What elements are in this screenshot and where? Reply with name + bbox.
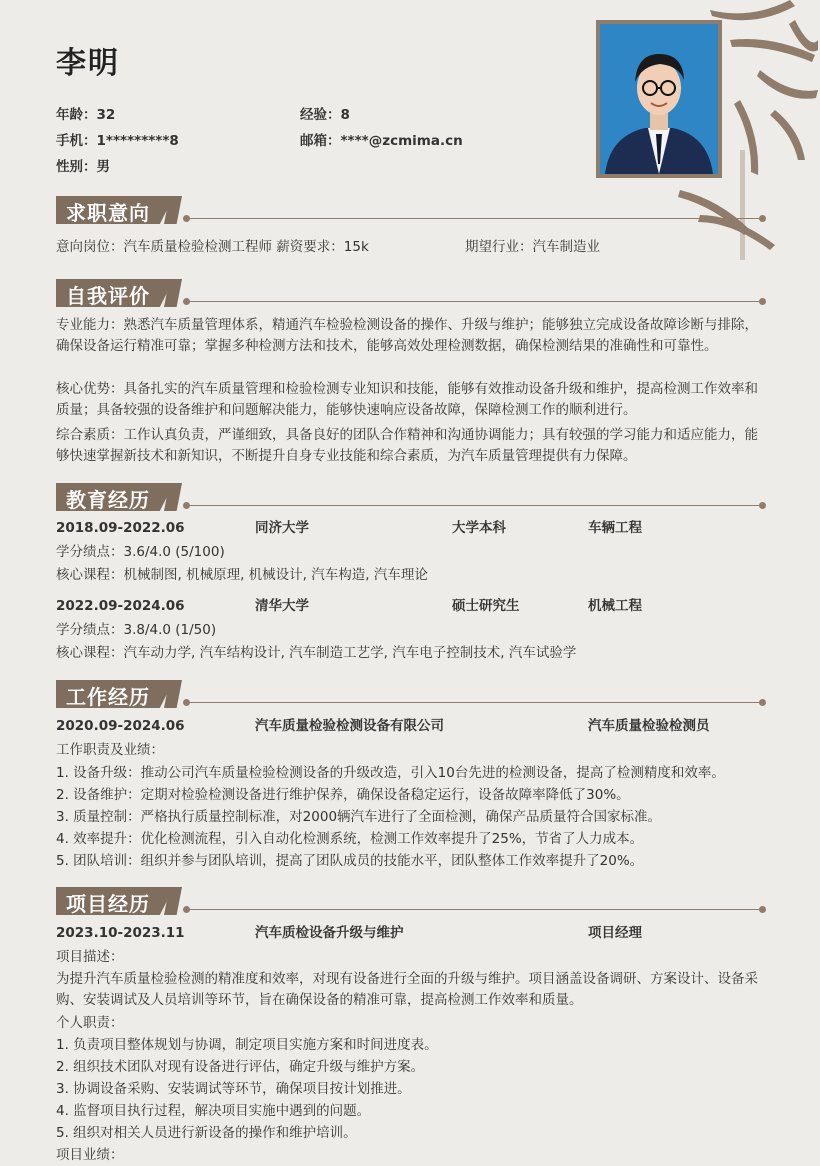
phone-field: 手机：1*********8: [56, 133, 179, 149]
edu-date: 2018.09-2022.06: [56, 520, 185, 536]
age-field: 年龄：32: [56, 107, 116, 123]
edu-degree: 硕士研究生: [452, 598, 520, 614]
intent-industry: 期望行业：汽车制造业: [465, 239, 600, 255]
edu-degree: 大学本科: [452, 520, 506, 536]
section-header-project: [56, 887, 766, 915]
work-item: 4. 效率提升：优化检测流程，引入自动化检测系统，检测工作效率提升了25%，节省了人力成本。: [56, 831, 644, 847]
edu-major: 车辆工程: [588, 520, 642, 536]
work-item: 5. 团队培训：组织并参与团队培训，提高了团队成员的技能水平，团队整体工作效率提升了20%。: [56, 853, 644, 869]
work-intro: 工作职责及业绩：: [56, 742, 164, 758]
work-company: 汽车质量检验检测设备有限公司: [255, 718, 444, 734]
section-header-education: [56, 483, 766, 511]
edu-gpa: 学分绩点：3.6/4.0 (5/100): [56, 544, 225, 560]
section-header-work: [56, 680, 766, 708]
work-date: 2020.09-2024.06: [56, 718, 185, 734]
project-desc: 为提升汽车质量检验检测的精准度和效率，对现有设备进行全面的升级与维护。项目涵盖设备调研、方案设计、设备采购、安装调试及人员培训等环节，旨在确保设备的精准可靠，提高检测工作效率和质量。: [56, 971, 758, 1009]
section-title: 项目经历: [66, 892, 150, 916]
project-date: 2023.10-2023.11: [56, 925, 185, 941]
project-name: 汽车质检设备升级与维护: [255, 925, 404, 941]
email-field: 邮箱：****@zcmima.cn: [300, 133, 463, 149]
self-eval-professional: 专业能力：熟悉汽车质量管理体系，精通汽车检验检测设备的操作、升级与维护；能够独立完成设备故障诊断与排除，确保设备运行精准可靠；掌握多种检测方法和技术，能够高效处理检测数据，确保检测结果的准确性和可靠性。: [56, 317, 758, 355]
project-role: 项目经理: [588, 925, 642, 941]
edu-gpa: 学分绩点：3.8/4.0 (1/50): [56, 622, 217, 638]
section-header-intent: [56, 196, 766, 224]
experience-field: 经验：8: [300, 107, 350, 123]
work-role: 汽车质量检验检测员: [588, 718, 710, 734]
self-eval-strengths: 核心优势：具备扎实的汽车质量管理和检验检测专业知识和技能，能够有效推动设备升级和维护，提高检测工作效率和质量；具备较强的设备维护和问题解决能力，能够快速响应设备故障，保障检测工作的顺利进行。: [56, 381, 758, 419]
work-item: 2. 设备维护：定期对检验检测设备进行维护保养，确保设备稳定运行，设备故障率降低了30%。: [56, 787, 630, 803]
project-result-label: 项目业绩：: [56, 1147, 124, 1163]
edu-date: 2022.09-2024.06: [56, 598, 185, 614]
project-duty: 5. 组织对相关人员进行新设备的操作和维护培训。: [56, 1125, 357, 1141]
edu-courses: 核心课程：汽车动力学, 汽车结构设计, 汽车制造工艺学, 汽车电子控制技术, 汽车试验学: [56, 645, 577, 661]
section-title: 求职意向: [66, 201, 150, 225]
edu-school: 同济大学: [255, 520, 309, 536]
self-eval-quality: 综合素质：工作认真负责，严谨细致，具备良好的团队合作精神和沟通协调能力；具有较强的学习能力和适应能力，能够快速掌握新技术和新知识，不断提升自身专业技能和综合素质，为汽车质量管理提供有力保障。: [56, 427, 758, 465]
section-title: 工作经历: [66, 685, 150, 709]
edu-major: 机械工程: [588, 598, 642, 614]
intent-position-salary: 意向岗位：汽车质量检验检测工程师 薪资要求：15k: [56, 239, 369, 255]
section-title: 教育经历: [66, 488, 150, 512]
project-duty: 4. 监督项目执行过程，解决项目实施中遇到的问题。: [56, 1103, 371, 1119]
edu-courses: 核心课程：机械制图, 机械原理, 机械设计, 汽车构造, 汽车理论: [56, 567, 428, 583]
section-header-self-eval: [56, 279, 766, 307]
section-title: 自我评价: [66, 284, 150, 308]
project-duty: 2. 组织技术团队对现有设备进行评估，确定升级与维护方案。: [56, 1059, 425, 1075]
gender-field: 性别：男: [56, 159, 110, 175]
profile-photo: [596, 20, 722, 178]
work-item: 3. 质量控制：严格执行质量控制标准，对2000辆汽车进行了全面检测，确保产品质量符合国家标准。: [56, 809, 662, 825]
project-desc-label: 项目描述：: [56, 949, 124, 965]
project-duty: 3. 协调设备采购、安装调试等环节，确保项目按计划推进。: [56, 1081, 411, 1097]
candidate-name: 李明: [56, 46, 120, 81]
project-duty-label: 个人职责：: [56, 1015, 124, 1031]
edu-school: 清华大学: [255, 598, 309, 614]
project-duty: 1. 负责项目整体规划与协调，制定项目实施方案和时间进度表。: [56, 1037, 438, 1053]
work-item: 1. 设备升级：推动公司汽车质量检验检测设备的升级改造，引入10台先进的检测设备，提高了检测精度和效率。: [56, 765, 725, 781]
